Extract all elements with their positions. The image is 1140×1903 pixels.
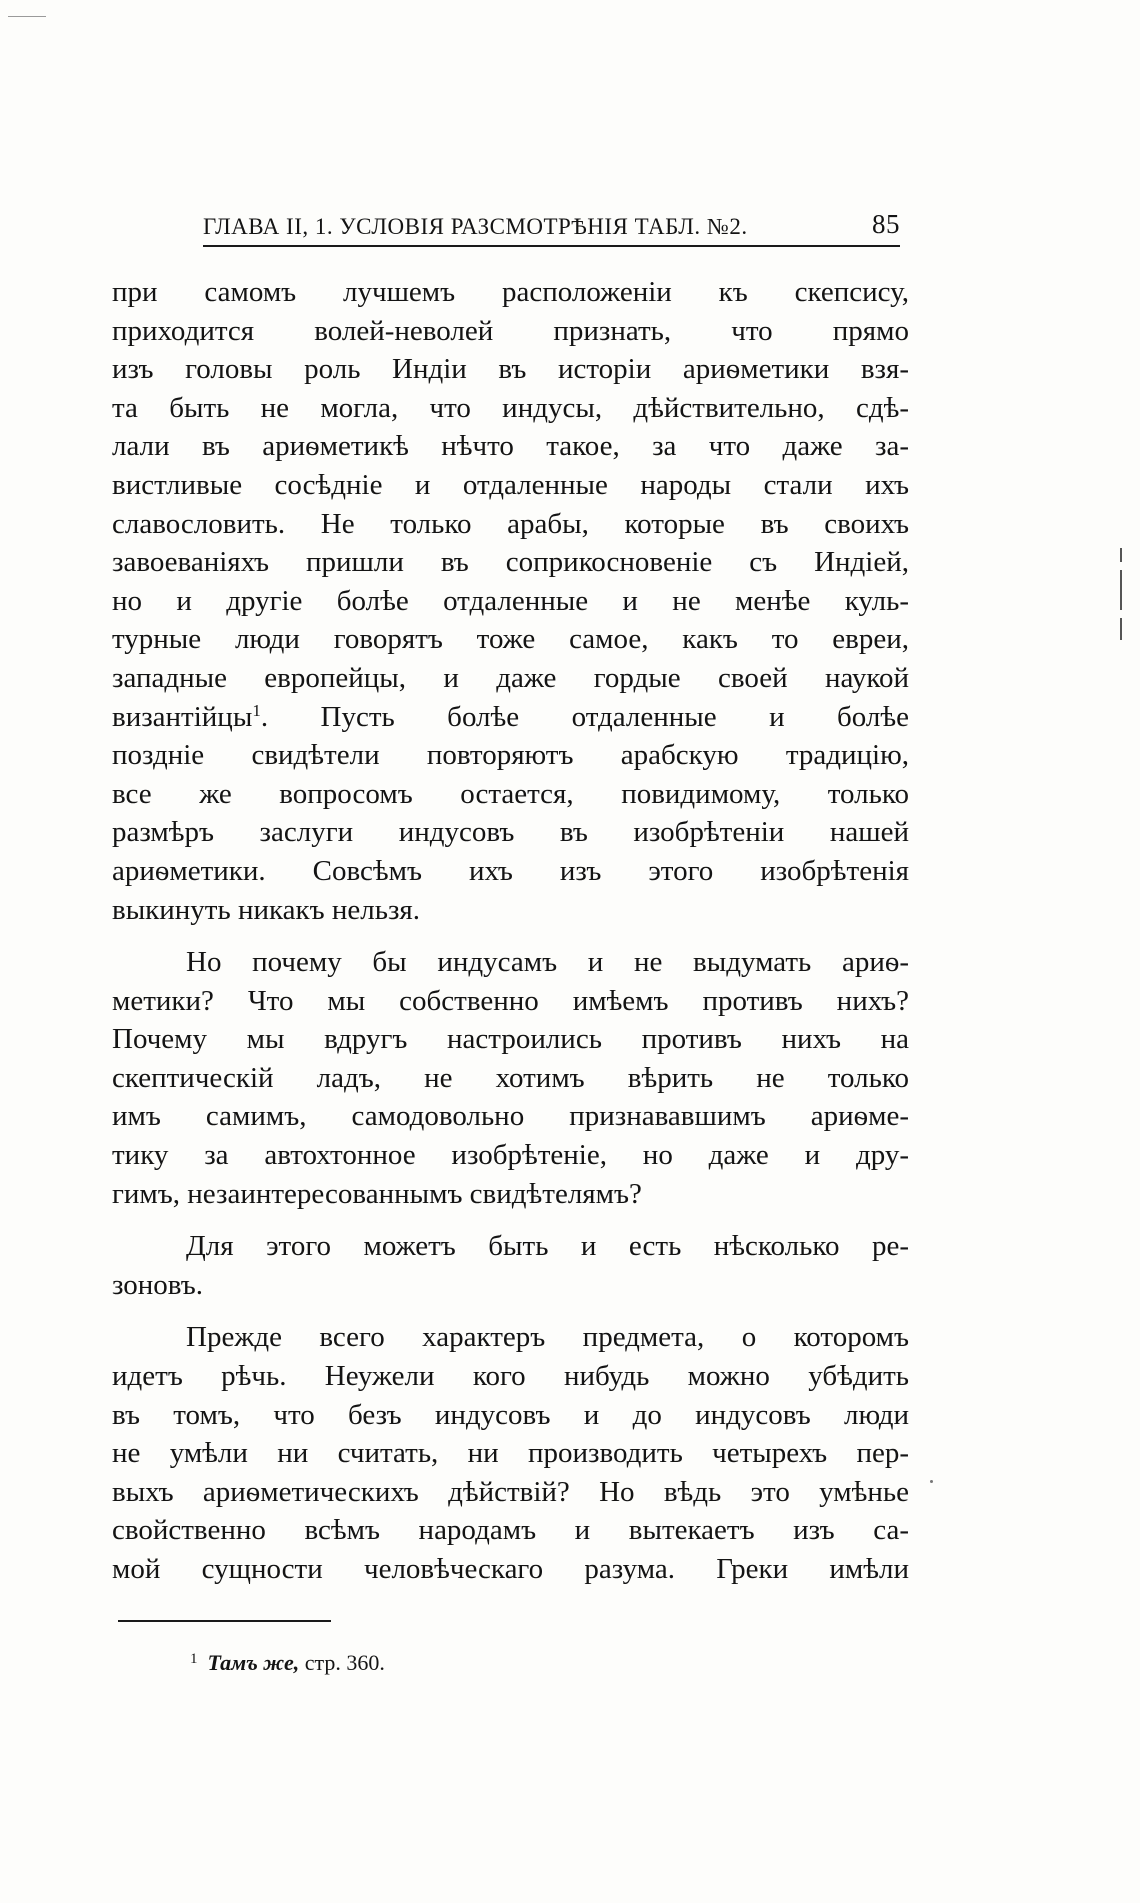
text-line: славословить. Не только арабы, которые въ своихъ — [112, 507, 909, 540]
text-line: та быть не могла, что индусы, дѣйствительно, сдѣ- — [112, 391, 909, 424]
page-number: 85 — [872, 209, 900, 239]
text-line: Для этого можетъ быть и есть нѣсколько ре- — [186, 1230, 909, 1263]
running-header — [203, 203, 900, 243]
text-line: Прежде всего характеръ предмета, о которомъ — [186, 1321, 909, 1354]
text-line: идетъ рѣчь. Неужели кого нибудь можно убѣдить — [112, 1360, 909, 1393]
paragraph-gap — [112, 929, 909, 943]
paragraph-4 — [112, 1318, 909, 1588]
text-line: при самомъ лучшемъ расположеніи къ скепсису, — [112, 276, 909, 308]
text-line: ариѳметики. Совсѣмъ ихъ изъ этого изобрѣтенія — [112, 854, 909, 887]
paragraph-2 — [112, 943, 909, 1213]
text-line: скептическій ладъ, не хотимъ вѣрить не только — [112, 1061, 909, 1094]
text-line: размѣръ заслуги индусовъ въ изобрѣтеніи нашей — [112, 816, 909, 849]
text-line: вистливые сосѣдніе и отдаленные народы стали ихъ — [112, 468, 909, 501]
text-line: но и другіе болѣе отдаленные и не менѣе куль- — [112, 584, 909, 617]
margin-mark — [1120, 618, 1122, 640]
margin-mark — [1120, 548, 1122, 562]
text-line: мой сущности человѣческаго разума. Греки имѣли — [112, 1553, 909, 1585]
paragraph-gap — [112, 1304, 909, 1318]
paragraph-1 — [112, 273, 909, 929]
text-line: выхъ ариѳметическихъ дѣйствій? Но вѣдь это умѣнье — [112, 1475, 909, 1508]
footnote-marker: 1 — [190, 1650, 198, 1667]
scan-edge-mark — [8, 16, 46, 17]
text-line: свойственно всѣмъ народамъ и вытекаетъ изъ са- — [112, 1514, 909, 1547]
paragraph-gap — [112, 1213, 909, 1227]
text-line-with-footnote — [112, 698, 909, 737]
text-line: все же вопросомъ остается, повидимому, только — [112, 777, 909, 810]
text-line: выкинуть никакъ нельзя. — [112, 893, 420, 926]
text-fragment: византійцы — [112, 700, 253, 733]
header-rule — [203, 245, 900, 247]
running-title: ГЛАВА II, 1. УСЛОВІЯ РАЗСМОТРѢНІЯ ТАБЛ. №2. — [203, 214, 748, 239]
footnote-reference: 1 — [252, 700, 261, 720]
footnote — [190, 1650, 385, 1676]
text-fragment: . Пусть болѣе отдаленные и болѣе — [260, 700, 909, 733]
text-line: Но почему бы индусамъ и не выдумать ариѳ- — [186, 946, 909, 979]
text-line: не умѣли ни считать, ни производить четырехъ пер- — [112, 1437, 909, 1470]
scan-speck — [930, 1480, 933, 1483]
text-line: лали въ ариѳметикѣ нѣчто такое, за что даже за- — [112, 430, 909, 463]
footnote-page-ref: стр. 360. — [304, 1650, 385, 1675]
text-line: западные европейцы, и даже гордые своей наукой — [112, 661, 909, 694]
footnote-rule — [118, 1620, 331, 1622]
text-line: поздніе свидѣтели повторяютъ арабскую традицію, — [112, 739, 909, 772]
main-text — [112, 273, 909, 1589]
text-line: зоновъ. — [112, 1268, 204, 1301]
paragraph-3 — [112, 1227, 909, 1304]
text-line: турные люди говорятъ тоже самое, какъ то евреи, — [112, 623, 909, 656]
text-line: имъ самимъ, самодовольно признававшимъ ариѳме- — [112, 1100, 909, 1133]
footnote-source: Тамъ же, — [207, 1650, 300, 1675]
text-line: метики? Что мы собственно имѣемъ противъ нихъ? — [112, 984, 909, 1017]
text-line: завоеваніяхъ пришли въ соприкосновеніе съ Индіей, — [112, 546, 909, 579]
text-line: гимъ, незаинтересованнымъ свидѣтелямъ? — [112, 1177, 642, 1210]
margin-mark — [1120, 570, 1122, 610]
text-line: изъ головы роль Индіи въ исторіи ариѳметики взя- — [112, 353, 909, 386]
text-line: приходится волей-неволей признать, что прямо — [112, 314, 909, 347]
text-line: Почему мы вдругъ настроились противъ нихъ на — [112, 1023, 909, 1056]
text-line: тику за автохтонное изобрѣтеніе, но даже и дру- — [112, 1139, 909, 1172]
text-line: въ томъ, что безъ индусовъ и до индусовъ люди — [112, 1398, 909, 1431]
